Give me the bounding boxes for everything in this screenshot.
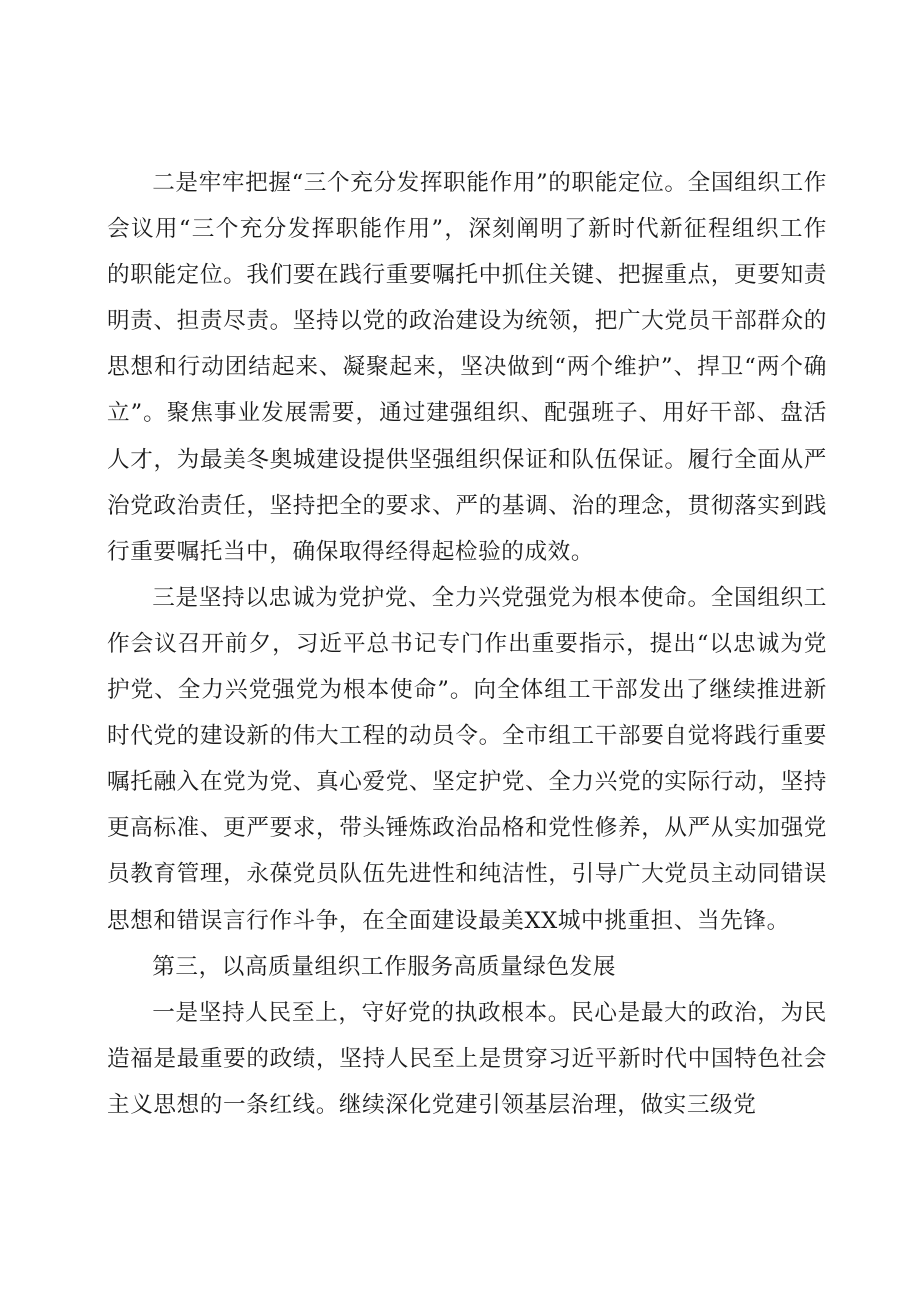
section-heading-third: 第三，以高质量组织工作服务高质量绿色发展: [152, 953, 617, 980]
paragraph-duty-positioning: 二是牢牢把握“三个充分发挥职能作用”的职能定位。全国组织工作会议用“三个充分发挥职能作用”，深刻阐明了新时代新征程组织工作的职能定位。我们要在践行重要嘱托中抓住关键、把握重点，更要知责明责、担责尽责。坚持以党的政治建设为统领，把广大党员干部群众的思想和行动团结起来、凝聚起来，坚决做到“两个维护”、捍卫“两个确立”。聚焦事业发展需要，通过建强组织、配强班子、用好干部、盘活人才，为最美冬奥城建设提供坚强组织保证和队伍保证。履行全面从严治党政治责任，坚持把全的要求、严的基调、治的理念，贯彻落实到践行重要嘱托当中，确保取得经得起检验的成效。: [107, 170, 827, 565]
paragraph-fundamental-mission: 三是坚持以忠诚为党护党、全力兴党强党为根本使命。全国组织工作会议召开前夕，习近平总书记专门作出重要指示，提出“以忠诚为党护党、全力兴党强党为根本使命”。向全体组工干部发出了继续推进新时代党的建设新的伟大工程的动员令。全市组工干部要自觉将践行重要嘱托融入在党为党、真心爱党、坚定护党、全力兴党的实际行动，坚持更高标准、更严要求，带头锤炼政治品格和党性修养，从严从实加强党员教育管理，永葆党员队伍先进性和纯洁性，引导广大党员主动同错误思想和错误言行作斗争，在全面建设最美XX城中挑重担、当先锋。: [107, 584, 827, 934]
paragraph-people-first: 一是坚持人民至上，守好党的执政根本。民心是最大的政治，为民造福是最重要的政绩，坚持人民至上是贯穿习近平新时代中国特色社会主义思想的一条红线。继续深化党建引领基层治理，做实三级党: [107, 999, 827, 1118]
document-body: [107, 160, 827, 1128]
